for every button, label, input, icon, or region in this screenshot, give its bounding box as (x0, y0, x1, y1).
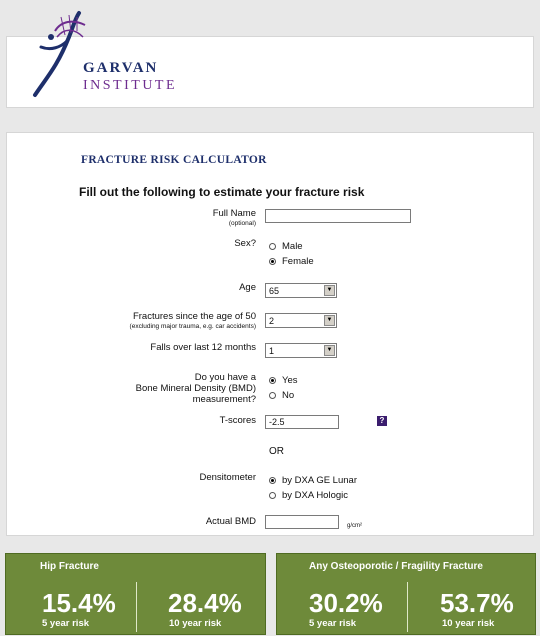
help-icon[interactable]: ? (377, 416, 387, 426)
chevron-down-icon: ▼ (324, 315, 335, 326)
hip-10yr-value: 28.4% (168, 588, 242, 618)
radio-checked-icon (269, 477, 276, 484)
page-title: FRACTURE RISK CALCULATOR (81, 154, 267, 166)
radio-checked-icon (269, 377, 276, 384)
radio-unchecked-icon (269, 243, 276, 250)
result-divider (136, 582, 137, 632)
site-header (6, 36, 534, 108)
full-name-note: (optional) (228, 219, 256, 227)
tscores-input[interactable]: -2.5 (265, 415, 339, 429)
bmd-question-label: Do you have a Bone Mineral Density (BMD) measurement? (135, 372, 256, 405)
any-fracture-result (276, 553, 536, 635)
full-name-input[interactable] (265, 209, 411, 223)
densitometer-hologic-radio[interactable]: by DXA Hologic (269, 490, 348, 501)
age-select[interactable]: 65 ▼ (265, 283, 337, 298)
sex-female-radio[interactable]: Female (269, 256, 314, 267)
result-divider (407, 582, 408, 632)
actual-bmd-label: Actual BMD (205, 516, 256, 527)
bmd-yes-radio[interactable]: Yes (269, 375, 298, 386)
hip-fracture-result (5, 553, 266, 635)
any-result-title: Any Osteoporotic / Fragility Fracture (309, 561, 483, 572)
bmd-no-radio[interactable]: No (269, 390, 294, 401)
hip-result-title: Hip Fracture (40, 561, 99, 572)
sex-label: Sex? (234, 238, 256, 249)
hip-5yr-label: 5 year risk (42, 618, 90, 629)
any-5yr-value: 30.2% (309, 588, 383, 618)
fractures-label: Fractures since the age of 50 (excluding major trauma, e.g. car accidents) (129, 311, 256, 330)
or-separator: OR (269, 446, 284, 457)
hip-10yr-label: 10 year risk (169, 618, 222, 629)
chevron-down-icon: ▼ (324, 345, 335, 356)
radio-checked-icon (269, 258, 276, 265)
chevron-down-icon: ▼ (324, 285, 335, 296)
any-10yr-value: 53.7% (440, 588, 514, 618)
hip-5yr-value: 15.4% (42, 588, 116, 618)
falls-select[interactable]: 1 ▼ (265, 343, 337, 358)
garvan-helix-logo (27, 7, 87, 107)
densitometer-lunar-radio[interactable]: by DXA GE Lunar (269, 475, 357, 486)
logo-line-2: INSTITUTE (83, 78, 178, 93)
form-subtitle: Fill out the following to estimate your fracture risk (79, 185, 365, 199)
sex-male-radio[interactable]: Male (269, 241, 303, 252)
fractures-note: (excluding major trauma, e.g. car accidents) (129, 322, 256, 330)
tscores-label: T-scores (219, 415, 256, 426)
fractures-select[interactable]: 2 ▼ (265, 313, 337, 328)
any-10yr-label: 10 year risk (442, 618, 495, 629)
actual-bmd-input[interactable] (265, 515, 339, 529)
densitometer-label: Densitometer (199, 472, 256, 483)
full-name-label: Full Name (optional) (212, 208, 256, 227)
radio-unchecked-icon (269, 392, 276, 399)
age-label: Age (239, 282, 256, 293)
radio-unchecked-icon (269, 492, 276, 499)
bmd-unit: g/cm² (347, 523, 362, 529)
garvan-wordmark (83, 61, 177, 93)
logo-line-1: GARVAN (83, 60, 159, 76)
falls-label: Falls over last 12 months (150, 342, 256, 353)
calculator-form (6, 132, 534, 536)
any-5yr-label: 5 year risk (309, 618, 357, 629)
